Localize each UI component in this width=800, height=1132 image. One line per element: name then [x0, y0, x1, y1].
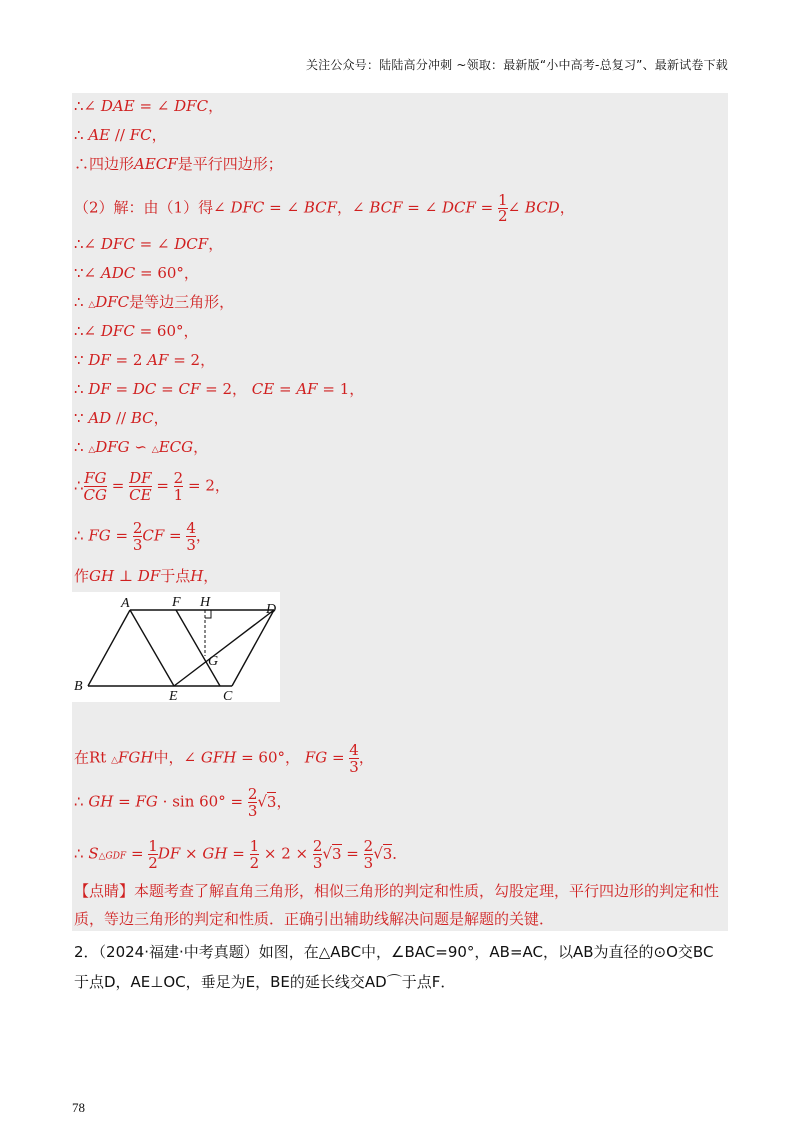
line-9: ∵ DF = 2 AF = 2，: [74, 351, 216, 369]
line-3: ∴四边形AECF是平行四边形；: [74, 155, 283, 173]
line-5: ∴∠ DFC = ∠ DCF，: [74, 235, 224, 253]
parallelogram-diagram: [72, 592, 280, 702]
label-G: G: [208, 654, 219, 669]
line-14: ∴ FG = $\frac{2}{3}$ CF = $\frac{4}{3}$ ，: [74, 519, 211, 554]
key-point-comment: 【点睛】本题考查了解直角三角形，相似三角形的判定和性质，勾股定理，平行四边形的判定和性质，等边三角形的判定和性质．正确引出辅助线解决问题是解题的关键．: [74, 882, 720, 928]
line-6: ∵∠ ADC = 60°，: [74, 264, 199, 282]
label-F: F: [172, 595, 181, 610]
question-2: 2．（2024·福建·中考真题）如图，在△ABC中，∠BAC=90°，AB=AC，以AB为直径的⊙O交BC于点D，AE⊥OC，垂足为E，BE的延长线交AD⌒于点F．: [74, 943, 714, 991]
line-10: ∴ DF = DC = CF = 2， CE = AF = 1，: [74, 380, 365, 398]
label-B: B: [74, 679, 83, 694]
line-1: ∴∠ DAE = ∠ DFC，: [74, 97, 224, 115]
label-E: E: [169, 689, 178, 702]
line-18: ∴ S△GDF = $\frac{1}{2}$ DF × GH = $\frac{1}{2}$ × 2 × $\frac{2}{3}$ √3 = $\frac{2}{3}$ √3．: [74, 837, 408, 872]
geometry-figure: [72, 592, 280, 702]
page-number: 78: [72, 1100, 85, 1115]
line-8: ∴∠ DFC = 60°，: [74, 322, 199, 340]
label-A: A: [121, 596, 130, 611]
line-12: ∴ △DFG ∽ △ECG，: [74, 438, 209, 456]
line-15: 作GH ⊥ DF于点H，: [74, 567, 219, 585]
line-7: ∴ △DFC是等边三角形，: [74, 293, 235, 311]
page-header: 关注公众号：陆陆高分冲刺 ~领取：最新版“小中高考-总复习”、最新试卷下载: [305, 58, 728, 72]
line-13: ∴ $\frac{FG}{CG}$ = $\frac{DF}{CE}$ = $\frac{2}{1}$ = 2，: [74, 469, 230, 504]
line-11: ∵ AD // BC，: [74, 409, 169, 427]
label-D: D: [266, 602, 277, 617]
line-16: 在Rt △FGH中，∠ GFH = 60°， FG = $\frac{4}{3}$ ，: [74, 741, 374, 776]
line-17: ∴ GH = FG · sin 60° = $\frac{2}{3}$ √3，: [74, 785, 292, 820]
label-C: C: [223, 689, 233, 702]
line-4: （2）解：由（1）得∠ DFC = ∠ BCF，∠ BCF = ∠ DCF = $\frac{1}{2}$ ∠ BCD，: [74, 191, 575, 225]
line-2: ∴ AE // FC，: [74, 126, 167, 144]
label-H: H: [200, 595, 211, 610]
